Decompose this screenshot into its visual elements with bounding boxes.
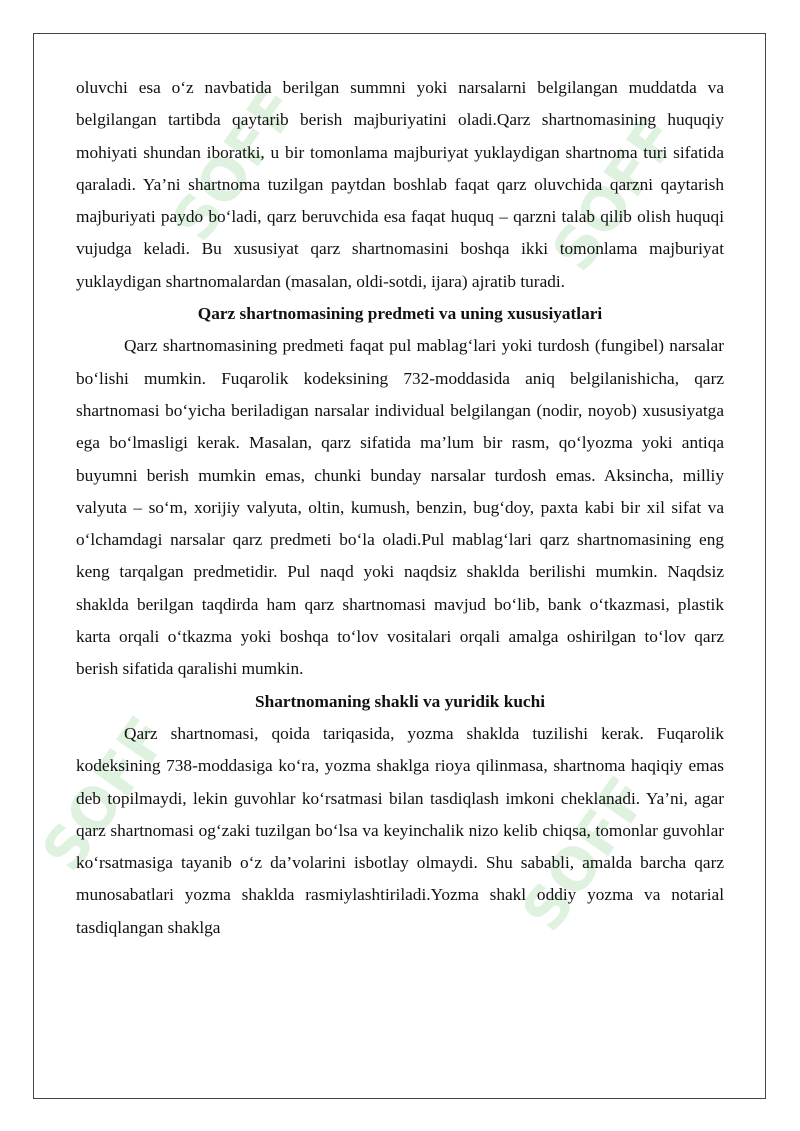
paragraph-2: Qarz shartnomasining predmeti faqat pul mablag‘lari yoki turdosh (fungibel) narsalar bo‘lishi mumkin. Fuqarolik kodeksining 732-moddasida aniq belgilanishicha, qarz shartnomasi bo‘yicha beriladigan narsalar individual belgilangan (nodir, noyob) xususiyatga ega bo‘lmasligi kerak. Masalan, qarz sifatida ma’lum bir rasm, qo‘lyozma yoki antiqa buyumni berish mumkin emas, chunki bunday narsalar turdosh emas. Aksincha, milliy valyuta – so‘m, xorijiy valyuta, oltin, kumush, benzin, bug‘doy, paxta kabi bir xil sifat va o‘lchamdagi narsalar qarz predmeti bo‘la oladi.Pul mablag‘lari qarz shartnomasining eng keng tarqalgan predmetidir. Pul naqd yoki naqdsiz shaklda berilishi mumkin. Naqdsiz shaklda berilgan taqdirda ham qarz shartnomasi mavjud bo‘lib, bank o‘tkazmasi, plastik karta orqali o‘tkazma yoki boshqa to‘lov vositalari orqali amalga oshirilgan to‘lov qarz berish sifatida qaralishi mumkin. [76,336,724,679]
document-body [76,72,724,944]
paragraph-1: oluvchi esa o‘z navbatida berilgan summni yoki narsalarni belgilangan muddatda va belgilangan tartibda qaytarib berish majburiyatini oladi.Qarz shartnomasining huquqiy mohiyati shundan iboratki, u bir tomonlama majburiyat yuklaydigan shartnoma turi sifatida qaraladi. Ya’ni shartnoma tuzilgan paytdan boshlab faqat qarz oluvchida qarzni qaytarish majburiyati paydo bo‘ladi, qarz beruvchida esa faqat huquq – qarzni talab qilib olish huquqi vujudga keladi. Bu xususiyat qarz shartnomasini boshqa ikki tomonlama majburiyat yuklaydigan shartnomalardan (masalan, oldi-sotdi, ijara) ajratib turadi. [76,78,724,291]
watermark-text: SOFF [158,74,312,254]
paragraph-3: Qarz shartnomasi, qoida tariqasida, yozma shaklda tuzilishi kerak. Fuqarolik kodeksining 738-moddasiga ko‘ra, yozma shaklga rioya qilinmasa, shartnoma haqiqiy emas deb topilmaydi, lekin guvohlar ko‘rsatmasi bilan tasdiqlash imkoni cheklanadi. Ya’ni, agar qarz shartnomasi og‘zaki tuzilgan bo‘lsa va keyinchalik nizo kelib chiqsa, tomonlar guvohlar ko‘rsatmasiga tayanib o‘z da’volarini isbotlay olmaydi. Shu sababli, amalda barcha qarz munosabatlari yozma shaklda rasmiylashtiriladi.Yozma shakl oddiy yozma va notarial tasdiqlangan shaklga [76,723,724,937]
watermark-text: SOFF [508,764,662,944]
section-heading-1: Qarz shartnomasining predmeti va uning xususiyatlari [197,304,603,324]
watermark-text: SOFF [538,104,692,284]
watermark-text: SOFF [28,704,182,884]
section-heading-2: Shartnomaning shakli va yuridik kuchi [254,691,546,711]
